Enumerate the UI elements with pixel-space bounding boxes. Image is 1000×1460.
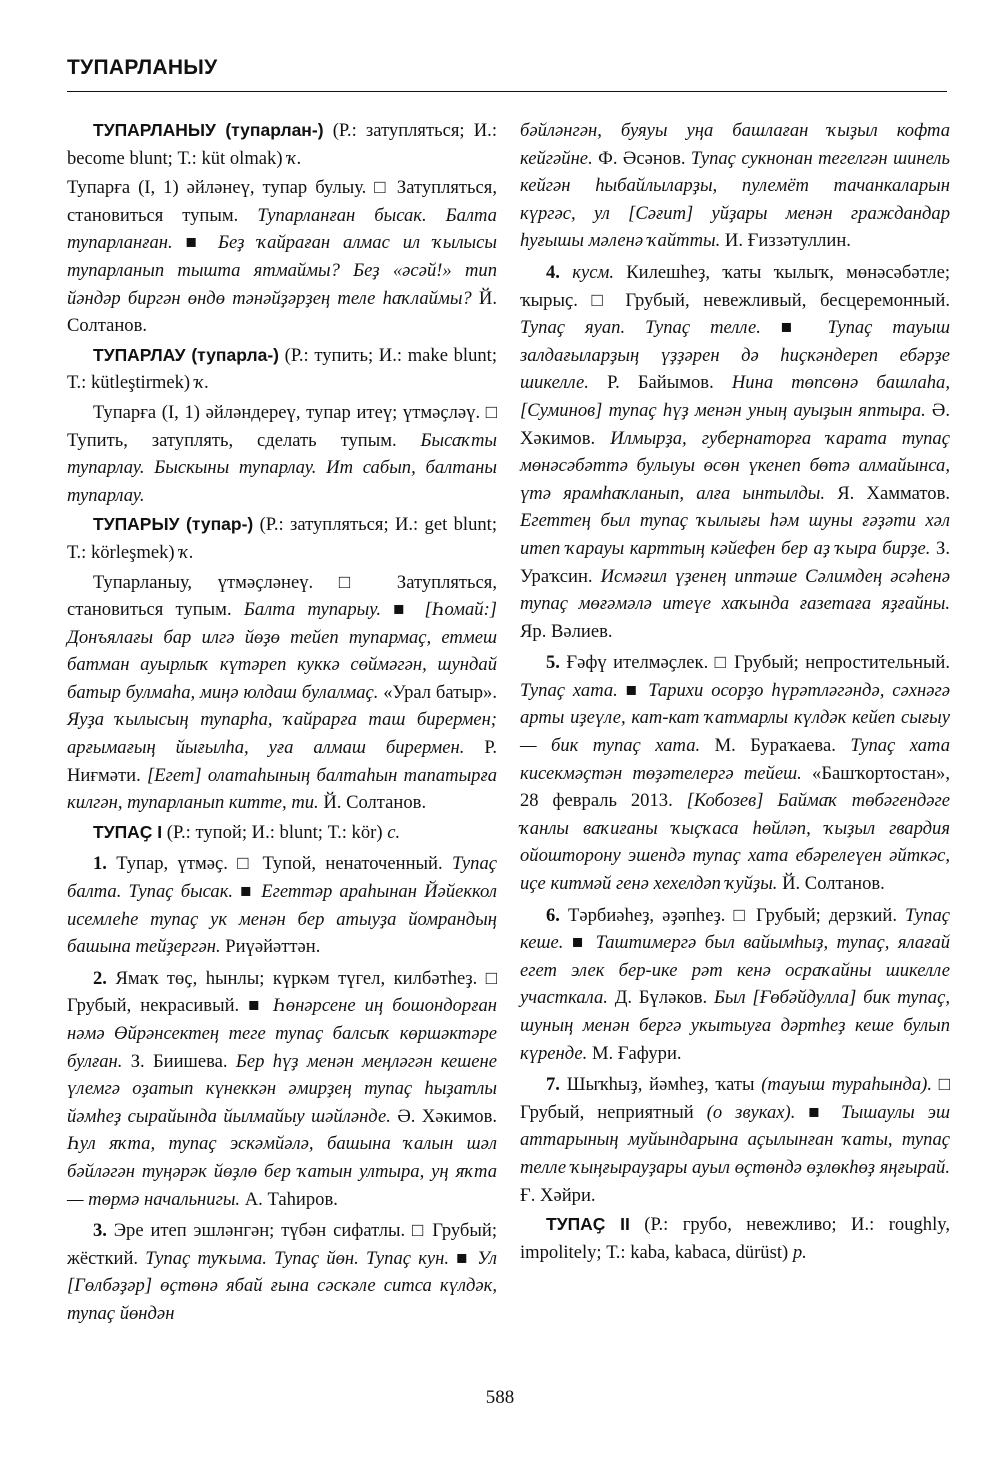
text: Р. Байымов. [588, 372, 732, 394]
page-number: 588 [485, 1387, 515, 1408]
text: Тупар, үтмәҫ. □ Тупой, ненаточенный. [106, 853, 452, 875]
headword: ТУПАРЛАНЫУ (тупарлан-) [93, 120, 324, 140]
italic-text: Был [Ғөбәйдулла] бик тупаҫ, шуның менән бергә укытыуға дәртһеҙ кеше булып күренде. [520, 987, 950, 1064]
text: Я. Хамматов. [825, 482, 950, 504]
italic-text: Тупаҫ тауыш залдағыларҙың үҙҙәрен дә һиҫкәндереп ебәрҙе шикелле. [520, 317, 951, 394]
text: (Р.: затупляться; И.: get blunt; Т.: körleşmek) [67, 514, 498, 563]
entry-paragraph [67, 117, 497, 172]
text: Ф. Әсәнов. [592, 147, 691, 169]
text: Эре итеп эшләнгән; түбән сифатлы. □ Грубый; жёсткий. [67, 1220, 497, 1269]
text: Й. Солтанов. [318, 792, 427, 814]
text: Д. Бүләков. [607, 987, 714, 1009]
italic-text: Тупаҫ балта. Тупаҫ бысак. [67, 853, 497, 903]
left-column [67, 117, 497, 1330]
entry-paragraph [67, 965, 497, 1213]
headword: ТУПАРЛАУ (тупарла-) [93, 344, 279, 365]
text: (Р.: тупой; И.: blunt; Т.: kör) [162, 821, 388, 843]
text: Тәрбиәһеҙ, әҙәпһеҙ. □ Грубый; дерзкий. [559, 904, 905, 926]
headword: ТУПАҪ I [93, 821, 163, 842]
italic-text: Тупаҫ хата. [520, 679, 618, 701]
italic-text: Һөнәрсене иң бошондорған нәмә Өйрәнсектең теге тупаҫ балсыҡ көршәктәре булған. [67, 995, 497, 1072]
text: ■ [563, 932, 596, 954]
entry-paragraph [520, 649, 950, 897]
entry-paragraph [67, 342, 497, 397]
text: Р. Ниғмәти. [67, 737, 497, 786]
italic-text: Егеттең был тупаҫ ҡылығы һәм шуны ғәҙәти хәл итеп ҡарауы карттың кәйефен бер аҙ ҡыра бирҙе. [520, 510, 950, 559]
italic-text: [Кобозев] Баймаҡ төбәгендәге ҡанлы ваҡиғаны ҡыҫҡаса һөйләп, ҡыҙыл гвардия ойошторону эшендә тупаҫ хата ебәрелеүен әйткәс, иҫе китмәй генә хехелдәп ҡуйҙы. [520, 790, 950, 895]
text: Ғәфү ителмәҫлек. □ Грубый; непростительный. [559, 652, 950, 674]
text: Ғ. Хәйри. [520, 1184, 596, 1206]
text: (Р.: тупить; И.: make blunt; Т.: kütleştirmek) [67, 344, 497, 394]
text: Й. Солтанов. [67, 287, 497, 337]
entry-paragraph [520, 259, 950, 645]
sense-number: 7. [546, 1074, 560, 1096]
sense-number: 6. [546, 904, 560, 926]
text: «Башҡортостан», 28 февраль 2013. [520, 762, 950, 812]
italic-text: Нина төпсөнә башлаһа, [Суминов] тупаҫ һүҙ менән уның ауыҙын яптыра. [520, 372, 950, 421]
text: (Р.: грубо, невежливо; И.: roughly, impolitely; Т.: kaba, kabaca, dürüst) [520, 1214, 950, 1263]
text: Ямаҡ төҫ, һынлы; күркәм түгел, килбәтһеҙ. □ Грубый, некрасивый. ■ [67, 967, 497, 1017]
text: ■ [760, 317, 828, 339]
entry-paragraph [67, 174, 497, 340]
text: З. Биишева. [122, 1050, 236, 1072]
italic-text: Яуҙа ҡылысың тупарһа, ҡайрарға таш бирермен; арғымағың йығылһа, уға алмаш бирермен. [67, 709, 497, 759]
italic-text: [Егет] олатаһының балтаһын тапатырға килгән, тупарланып китте, ти. [67, 764, 498, 814]
italic-text: Бер һүҙ менән меңләгән кешене үлемгә оҙатып күнеккән әмирҙең тупаҫ һыҙатлы йәмһеҙ сырайында йылмайыу шәйләнде. [67, 1050, 497, 1127]
italic-text: Егеттәр араһынан Йәйеккол исемлеһе тупаҫ ук менән бер атыуҙа йомрандың башына тейҙергән. [67, 881, 497, 958]
text: З. Ураҡсин. [520, 537, 950, 587]
text: Яр. Вәлиев. [520, 620, 613, 642]
entry-paragraph [67, 819, 497, 847]
text: ■ [172, 232, 218, 254]
text: Тупарға (I, 1) әйләндереү, тупар итеү; үтмәҫләү. □ Тупить, затуплять, сделать тупым. [67, 401, 497, 451]
text: (Р.: затупляться; И.: become blunt; Т.: küt olmak) [67, 120, 497, 169]
italic-text: кусм. [572, 261, 614, 283]
sense-number: 2. [93, 967, 107, 989]
italic-text: Һул яҡта, тупаҫ эскәмйәлә, башына ҡалын шәл бәйләгән туңәрәк йөҙлө бер ҡатын ултыра, уң яҡта — төрмә начальнигы. [67, 1133, 497, 1210]
italic-text: [Һомай:] Донъялағы бар илгә йөҙө тейеп тупармаҫ, етмеш батман ауырлыҡ күтәреп куккә сөймәгән, шундай батыр булмаһа, миңә юлдаш булалмаҫ. [67, 599, 497, 703]
italic-text: Тышаулы эш аттарының муйындарына аҫылынған ҡаты, тупаҫ телле ҡыңғырауҙары ауыл өҫтөндә өҙлөкһөҙ яңғырай. [520, 1101, 951, 1178]
italic-text: Тупарланған бысак. Балта тупарланған. [67, 204, 497, 254]
text: ■ [795, 1101, 841, 1123]
italic-text: Илмырҙа, губернаторға ҡарата тупаҫ мөнәсәбәттә булыуы өсөн үкенеп бөтә алмайынса, үтә ярамһаҡланып, алға ынтылды. [520, 427, 950, 504]
italic-text: Тупаҫ сукнонан тегелгән шинель кейгән һыбайлыларҙы, пулемёт тачанкаларын күргәс, ул [Сәғит] уйҙары менән граждандар һуғышы мәленә ҡайтты. [520, 147, 950, 252]
entry-paragraph [520, 117, 950, 255]
text [560, 262, 572, 283]
text: Ә. Хәкимов. [390, 1105, 498, 1127]
italic-text: Тупаҫ туҡыма. Тупаҫ йөн. Тупаҫ кун. [145, 1247, 450, 1269]
headword: ТУПАҪ II [546, 1214, 630, 1235]
sense-number: 4. [546, 261, 560, 283]
headword: ТУПАРЫУ (тупар-) [93, 514, 254, 535]
text: «Урал батыр». [378, 681, 497, 703]
entry-paragraph [67, 850, 497, 960]
sense-number: 1. [93, 853, 107, 875]
entry-paragraph [520, 1211, 950, 1266]
italic-text: Тарихи осорҙо һүрәтләгәндә, сәхнәгә арты иҙеүле, кат-кат ҡатмарлы күлдәк кейеп сығыу — бик тупаҫ хата. [520, 679, 951, 757]
italic-text: Беҙ ҡайраған алмас ил ҡылысы тупарланып тышта ятмаймы? Беҙ «әсәй!» тип йәндәр биргән өндө тәнәйҙәрҙең теле һаҡлаймы? [67, 232, 497, 309]
entry-paragraph [520, 902, 950, 1068]
sense-number: 5. [546, 652, 560, 674]
text: ■ [380, 599, 425, 621]
italic-text: (тауыш тураһында). [761, 1074, 932, 1096]
italic-text: (о звуках). [706, 1101, 796, 1123]
italic-text: Балта тупарыу. [243, 599, 381, 621]
italic-text: Тупаҫ кеше. [520, 904, 950, 954]
text: И. Ғиззәтуллин. [720, 230, 851, 252]
text: ■ [449, 1247, 478, 1269]
text: А. Таһиров. [240, 1188, 338, 1210]
text: ■ [233, 881, 262, 903]
italic-text: ҡ. [287, 147, 302, 169]
entry-paragraph [67, 569, 497, 817]
italic-text: Тупаҫ яуап. Тупаҫ телле. [520, 317, 761, 339]
text: ■ [617, 679, 649, 701]
text: Й. Солтанов. [777, 873, 885, 895]
italic-text: Бысаҡты тупарлау. Быскыны тупарлау. Ит сабып, балтаны тупарлау. [67, 429, 497, 506]
italic-text: ҡ. [179, 541, 194, 563]
italic-text: Таштимергә был вайымһыҙ, тупаҫ, ялағай егет элек бер-ике рәт кенә осраҡайны шикелле участкала. [520, 932, 951, 1009]
italic-text: бәйләнгән, буяуы уңа башлаған ҡыҙыл кофта кейгәйне. [520, 120, 950, 169]
italic-text: Ул [Гөлбәҙәр] өҫтөнә ябай ғына сәскәле ситса күлдәк, тупаҫ йөндән [67, 1247, 497, 1324]
italic-text: ҡ. [194, 372, 210, 394]
text: Риүәйәттән. [220, 936, 321, 958]
right-column [520, 117, 950, 1268]
text: М. Бураҡаева. [700, 735, 851, 757]
text: Ә. Хәкимов. [520, 399, 950, 449]
entry-paragraph [67, 1217, 497, 1327]
sense-number: 3. [93, 1220, 107, 1242]
text: М. Ғафури. [587, 1042, 682, 1064]
italic-text: Тупаҫ хата кисекмәҫтән төҙәтелергә тейеш. [520, 735, 950, 784]
italic-text: р. [792, 1241, 807, 1263]
text: Тупарланыу, үтмәҫләнеү. □ Затупляться, становиться тупым. [67, 571, 497, 621]
entry-paragraph [67, 511, 497, 566]
italic-text: с. [387, 821, 401, 843]
italic-text: Исмәғил үҙенең иптәше Сәлимдең әсәһенә тупаҫ мөғәмәлә итеүе хаҡында ғазетаға яҙғайны. [520, 565, 950, 615]
text: Шыҡһыҙ, йәмһеҙ, ҡаты [559, 1074, 762, 1096]
text: □ Грубый, неприятный [520, 1074, 950, 1123]
text: Килешһеҙ, ҡаты ҡылыҡ, мөнәсәбәтле; ҡырыҫ. □ Грубый, невежливый, бесцеремонный. [520, 261, 950, 311]
entry-paragraph [67, 399, 497, 509]
text: Тупарға (I, 1) әйләнеү, тупар булыу. □ Затупляться, становиться тупым. [67, 177, 497, 226]
running-head: ТУПАРЛАНЫУ [67, 56, 218, 79]
entry-paragraph [520, 1071, 950, 1209]
header-rule [67, 91, 947, 92]
